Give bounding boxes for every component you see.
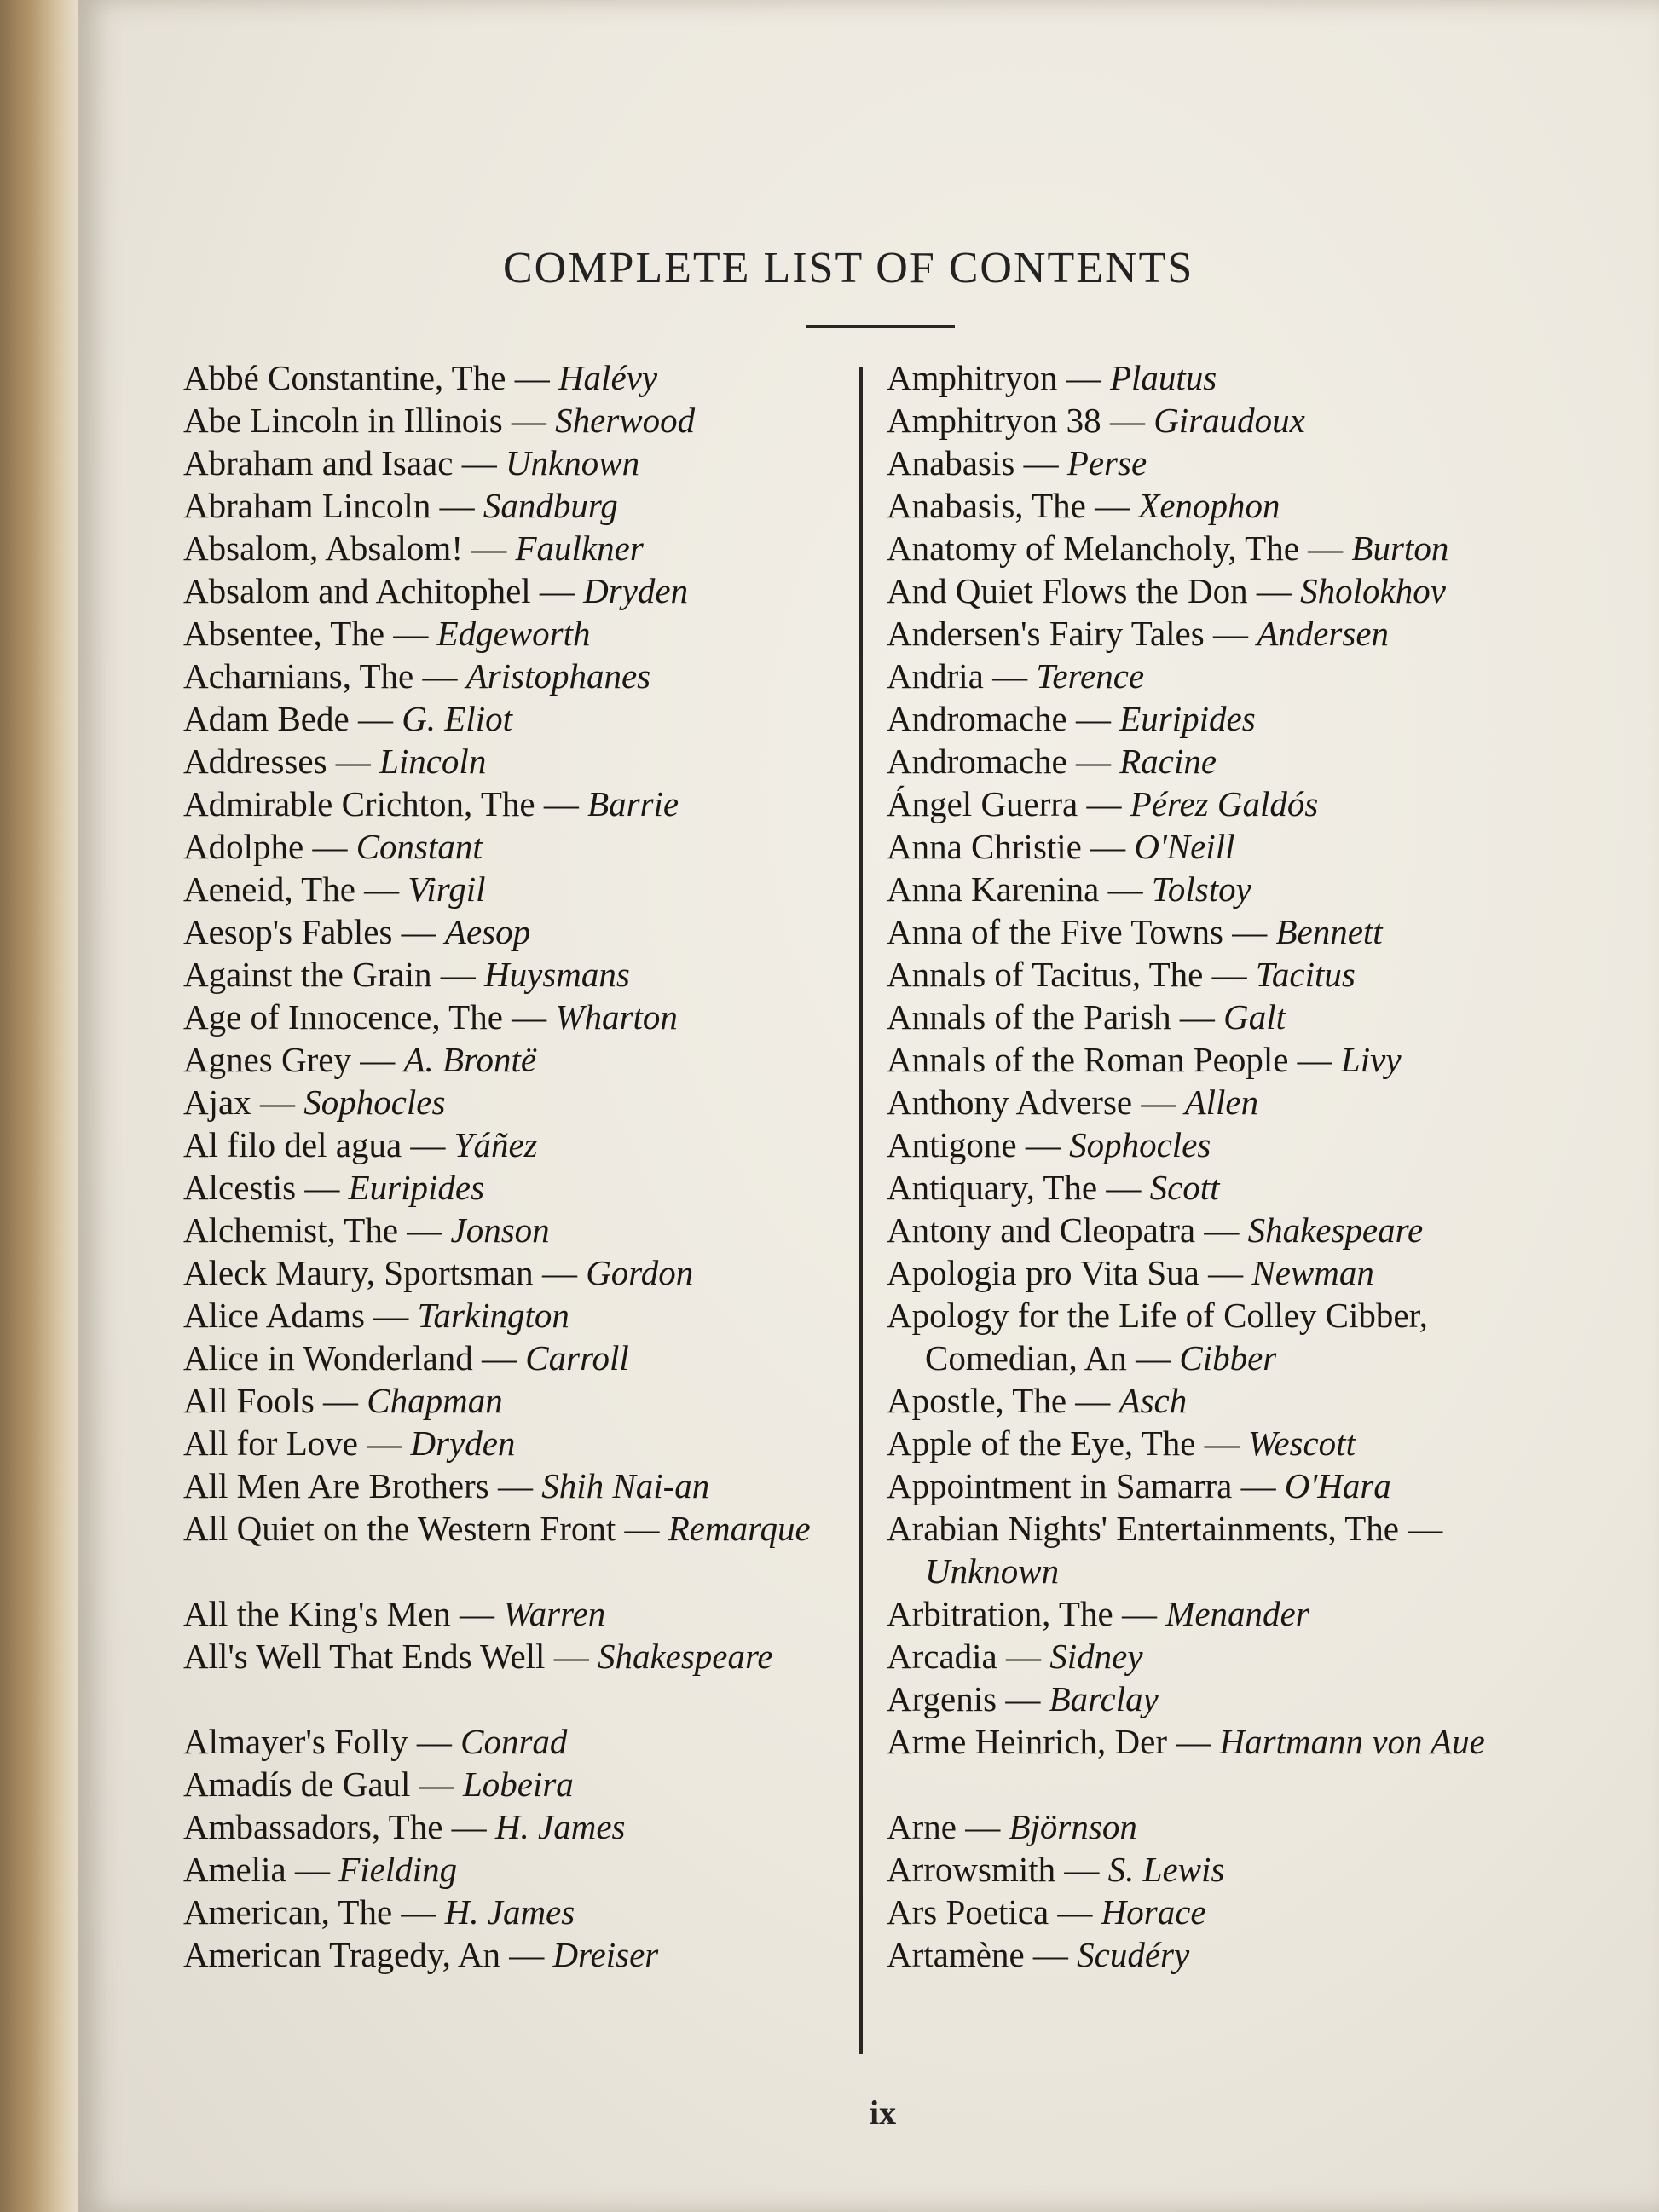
author-name: H. James [494,1807,626,1846]
contents-entry [183,527,848,569]
entry-separator: — [1066,699,1120,738]
work-title: All Quiet on the Western Front [183,1509,616,1548]
work-title: Ángel Guerra [887,784,1078,823]
author-name: Shih Nai-an [541,1466,710,1505]
author-name: Allen [1184,1083,1259,1122]
author-name: Sherwood [555,401,696,440]
work-title: Amelia [183,1850,286,1889]
work-title: Aleck Maury, Sportsman [183,1253,534,1292]
author-name: Galt [1223,997,1286,1037]
work-title: Arrowsmith [887,1850,1056,1889]
author-name: Warren [503,1594,606,1633]
entry-separator: — [997,1637,1050,1676]
work-title: Abbé Constantine, The [183,358,506,397]
author-name: G. Eliot [402,699,513,738]
work-title: Abe Lincoln in Illinois [183,401,503,440]
contents-entry [183,825,848,868]
work-title: Amadís de Gaul [183,1764,411,1804]
contents-entry [887,484,1535,527]
author-name: Andersen [1257,614,1390,653]
entry-separator: — [1195,1424,1248,1463]
contents-entry [887,1209,1535,1251]
entry-separator: — [1399,1509,1443,1548]
contents-entry [887,1422,1535,1464]
contents-entry [183,868,848,910]
contents-entry [183,1209,848,1251]
entry-separator: — [408,1722,461,1761]
entry-separator: — [1055,1850,1108,1889]
entry-separator: — [506,358,558,397]
entry-separator: — [616,1509,668,1548]
author-name: Xenophon [1138,486,1280,525]
author-name: Huysmans [483,955,630,994]
author-name: Menander [1165,1594,1309,1633]
author-name: Wharton [555,997,678,1037]
contents-entry [183,1379,848,1422]
contents-entry [887,1848,1535,1891]
work-title: Anatomy of Melancholy, The [887,528,1299,568]
contents-entry [887,1805,1535,1848]
work-title: Appointment in Samarra [887,1466,1233,1505]
entry-separator: — [410,1764,463,1804]
title-rule [806,325,955,328]
entry-separator: — [413,656,466,696]
work-title: Adam Bede [183,699,350,738]
contents-entry [887,1720,1535,1805]
contents-entry [887,953,1535,996]
contents-entry [183,953,848,996]
author-name: Tarkington [417,1296,569,1335]
author-name: Halévy [558,358,658,397]
work-title: Age of Innocence, The [183,997,503,1037]
work-title: Anthony Adverse [887,1083,1133,1122]
contents-entry [183,356,848,399]
entry-separator: — [1024,1935,1078,1974]
entry-separator: — [303,827,356,866]
work-title: American Tragedy, An [183,1935,500,1974]
contents-entry [183,442,848,484]
entry-separator: — [1195,1210,1248,1250]
entry-separator: — [1288,1040,1341,1079]
contents-entry [887,1251,1535,1294]
entry-separator: — [1232,1466,1285,1505]
author-name: Faulkner [515,528,644,568]
work-title: Ambassadors, The [183,1807,443,1846]
page-title: COMPLETE LIST OF CONTENTS [503,244,1194,292]
entry-separator: — [442,1807,495,1846]
entry-separator: — [462,528,516,568]
work-title: All Men Are Brothers [183,1466,489,1505]
author-name: Pérez Galdós [1130,784,1319,823]
work-title: Absalom and Achitophel [183,571,531,610]
work-title: Annals of the Roman People [887,1040,1289,1079]
entry-separator: — [1113,1594,1166,1633]
entry-separator: — [1101,401,1154,440]
author-name: Constant [356,827,483,866]
author-name: Barclay [1049,1679,1159,1718]
entry-separator: — [349,699,402,738]
entry-separator: — [1223,912,1276,951]
contents-column-right [887,356,1535,1976]
entry-separator: — [1199,1253,1252,1292]
entry-separator: — [472,1338,526,1377]
contents-entry [183,655,848,697]
contents-entry [887,996,1535,1038]
work-title: Agnes Grey [183,1040,351,1079]
work-title: All's Well That Ends Well [183,1637,546,1676]
author-name: Tolstoy [1151,869,1251,909]
contents-entry [887,569,1535,612]
contents-entry [887,697,1535,740]
entry-separator: — [1247,571,1301,610]
author-name: A. Brontë [403,1040,537,1079]
work-title: Apologia pro Vita Sua [887,1253,1199,1292]
entry-separator: — [1014,443,1067,482]
author-name: Wescott [1247,1424,1356,1463]
author-name: Terence [1036,656,1145,696]
work-title: Aeneid, The [183,869,356,909]
work-title: Anabasis, The [887,486,1086,525]
author-name: Sholokhov [1300,571,1446,610]
author-name: Edgeworth [436,614,591,653]
author-name: Sidney [1049,1637,1143,1676]
page-number: ix [870,2094,897,2132]
work-title: Antony and Cleopatra [887,1210,1196,1250]
work-title: And Quiet Flows the Don [887,571,1248,610]
author-name: O'Neill [1134,827,1235,866]
author-name: Euripides [1119,699,1256,738]
author-name: Asch [1119,1381,1188,1420]
author-name: Shakespeare [1247,1210,1424,1250]
work-title: Ajax [183,1083,251,1122]
work-title: Addresses [183,742,327,781]
entry-separator: — [500,1935,553,1974]
work-title: Artamène [887,1935,1025,1974]
author-name: Scudéry [1077,1935,1190,1974]
work-title: All for Love [183,1424,358,1463]
contents-entry [183,1763,848,1805]
entry-separator: — [296,1168,349,1207]
contents-entry [183,1166,848,1209]
entry-separator: — [956,1807,1009,1846]
contents-entry [887,1464,1535,1507]
author-name: Dryden [410,1424,516,1463]
entry-separator: — [1078,784,1130,823]
work-title: Alcestis [183,1168,297,1207]
work-title: All the King's Men [183,1594,451,1633]
work-title: Amphitryon 38 [887,401,1101,440]
author-name: Fielding [338,1850,458,1889]
work-title: Alchemist, The [183,1210,399,1250]
contents-entry [183,484,848,527]
contents-entry [183,1805,848,1848]
contents-entry [887,442,1535,484]
work-title: Apostle, The [887,1381,1067,1420]
work-title: Arbitration, The [887,1594,1113,1633]
work-title: Arabian Nights' Entertainments, The [887,1509,1399,1548]
author-name: Carroll [525,1338,629,1377]
entry-separator: — [1081,827,1135,866]
contents-entry [887,1379,1535,1422]
entry-separator: — [1298,528,1352,568]
contents-entry [183,740,848,783]
contents-entry [887,825,1535,868]
author-name: Sandburg [483,486,618,525]
work-title: Adolphe [183,827,304,866]
author-name: Yáñez [454,1125,538,1164]
contents-entry [183,910,848,953]
entry-separator: — [1099,869,1152,909]
work-title: Acharnians, The [183,656,414,696]
work-title: Antiquary, The [887,1168,1098,1207]
contents-entry [887,1294,1535,1379]
contents-entry [183,1123,848,1166]
author-name: Cibber [1179,1338,1277,1377]
contents-entry [183,399,848,442]
entry-separator: — [1132,1083,1185,1122]
contents-entry [887,1081,1535,1123]
entry-separator: — [350,1040,404,1079]
author-name: Dreiser [552,1935,659,1974]
author-name: H. James [444,1892,575,1932]
work-title: Abraham Lincoln [183,486,431,525]
author-name: Lincoln [379,742,487,781]
contents-entry [887,1592,1535,1635]
contents-entry [183,1422,848,1464]
contents-entry [183,1251,848,1294]
contents-entry [887,1038,1535,1081]
author-name: Burton [1351,528,1449,568]
work-title: Arme Heinrich, Der [887,1722,1168,1761]
contents-entry [183,1464,848,1507]
contents-entry [887,783,1535,825]
work-title: Abraham and Isaac [183,443,454,482]
entry-separator: — [392,1892,445,1932]
contents-entry [183,1294,848,1337]
author-name: O'Hara [1284,1466,1391,1505]
entry-separator: — [502,997,556,1037]
work-title: Amphitryon [887,358,1058,397]
entry-separator: — [1097,1168,1150,1207]
work-title: Anna of the Five Towns [887,912,1223,951]
work-title: All Fools [183,1381,315,1420]
entry-separator: — [1203,955,1256,994]
contents-entry [887,1635,1535,1678]
contents-entry [887,1891,1535,1933]
author-name: Euripides [348,1168,485,1207]
author-name: Virgil [408,869,486,909]
contents-entry [887,1123,1535,1166]
work-title: Antigone [887,1125,1017,1164]
book-spine-edge [0,0,85,2212]
author-name: Perse [1066,443,1147,482]
contents-entry [183,1848,848,1891]
entry-separator: — [533,1253,587,1292]
contents-entry [887,527,1535,569]
contents-entry [183,569,848,612]
entry-separator: — [384,614,437,653]
entry-separator: — [1085,486,1139,525]
author-name: Plautus [1109,358,1217,397]
author-name: Hartmann von Aue [1219,1722,1485,1761]
author-name: Livy [1340,1040,1402,1079]
contents-entry [887,612,1535,655]
author-name: Conrad [460,1722,568,1761]
work-title: Absalom, Absalom! [183,528,463,568]
work-title: Arne [887,1807,957,1846]
entry-separator: — [1126,1338,1180,1377]
entry-separator: — [1016,1125,1070,1164]
author-name: Sophocles [303,1083,446,1122]
author-name: Bennett [1275,912,1383,951]
entry-separator: — [488,1466,542,1505]
work-title: Anna Karenina [887,869,1100,909]
entry-separator: — [431,486,483,525]
work-title: Against the Grain [183,955,432,994]
work-title: Arcadia [887,1637,997,1676]
work-title: Anabasis [887,443,1015,482]
entry-separator: — [286,1850,339,1889]
work-title: Aesop's Fables [183,912,393,951]
contents-entry [887,1678,1535,1720]
author-name: Chapman [367,1381,503,1420]
work-title: Argenis [887,1679,997,1718]
author-name: Tacitus [1255,955,1356,994]
entry-separator: — [402,1125,454,1164]
work-title: Alice Adams [183,1296,365,1335]
entry-separator: — [450,1594,504,1633]
entry-separator: — [502,401,556,440]
entry-separator: — [355,869,408,909]
author-name: S. Lewis [1107,1850,1225,1889]
author-name: Lobeira [462,1764,574,1804]
work-title: Al filo del agua [183,1125,402,1164]
work-title: Absentee, The [183,614,385,653]
entry-separator: — [1171,997,1224,1037]
contents-entry [887,740,1535,783]
entry-separator: — [1066,1381,1119,1420]
author-name: Racine [1119,742,1217,781]
author-name: Unknown [925,1551,1060,1591]
author-name: Unknown [505,443,640,482]
author-name: Remarque [668,1509,811,1548]
contents-entry [183,1081,848,1123]
contents-entry [183,1038,848,1081]
work-title: American, The [183,1892,393,1932]
author-name: Gordon [586,1253,694,1292]
contents-entry [183,783,848,825]
entry-separator: — [983,656,1037,696]
entry-separator: — [357,1424,411,1463]
work-title: Andromache [887,742,1067,781]
contents-entry [183,1592,848,1635]
entry-separator: — [364,1296,418,1335]
author-name: Horace [1101,1892,1206,1932]
work-title: Apple of the Eye, The [887,1424,1196,1463]
entry-separator: — [545,1637,598,1676]
author-name: Aristophanes [465,656,651,696]
entry-separator: — [327,742,380,781]
contents-entry [183,1337,848,1379]
entry-separator: — [1167,1722,1220,1761]
work-title: Almayer's Folly [183,1722,408,1761]
work-title: Ars Poetica [887,1892,1049,1932]
contents-entry [183,1891,848,1933]
entry-separator: — [431,955,484,994]
contents-entry [183,996,848,1038]
author-name: Giraudoux [1153,401,1305,440]
contents-entry [887,1166,1535,1209]
work-title: Andersen's Fairy Tales [887,614,1205,653]
work-title: Apology for the Life of Colley Cibber, Comedian, An [887,1296,1428,1377]
author-name: Scott [1149,1168,1220,1207]
work-title: Admirable Crichton, The [183,784,535,823]
contents-entry [887,1933,1535,1976]
contents-entry [887,655,1535,697]
work-title: Alice in Wonderland [183,1338,473,1377]
author-name: Barrie [587,784,679,823]
contents-entry [183,697,848,740]
column-divider [859,367,863,2054]
entry-separator: — [1049,1892,1101,1932]
entry-separator: — [997,1679,1049,1718]
contents-entry [183,612,848,655]
contents-entry [887,868,1535,910]
entry-separator: — [251,1083,304,1122]
entry-separator: — [1057,358,1110,397]
author-name: Newman [1251,1253,1374,1292]
contents-entry [887,1507,1535,1592]
author-name: Sophocles [1069,1125,1211,1164]
author-name: Dryden [583,571,689,610]
contents-entry [183,1933,848,1976]
entry-separator: — [1066,742,1120,781]
contents-entry [183,1720,848,1763]
work-title: Andria [887,656,984,696]
author-name: Björnson [1009,1807,1137,1846]
contents-entry [887,399,1535,442]
entry-separator: — [398,1210,451,1250]
contents-entry [183,1507,848,1592]
entry-separator: — [530,571,584,610]
contents-entry [183,1635,848,1720]
author-name: Shakespeare [597,1637,773,1676]
work-title: Andromache [887,699,1067,738]
work-title: Annals of Tacitus, The [887,955,1204,994]
entry-separator: — [453,443,506,482]
entry-separator: — [535,784,588,823]
entry-separator: — [392,912,445,951]
entry-separator: — [314,1381,367,1420]
author-name: Jonson [450,1210,550,1250]
work-title: Anna Christie [887,827,1082,866]
contents-entry [887,356,1535,399]
contents-column-left [183,356,848,1976]
entry-separator: — [1204,614,1257,653]
author-name: Aesop [444,912,531,951]
work-title: Annals of the Parish [887,997,1171,1037]
contents-entry [887,910,1535,953]
